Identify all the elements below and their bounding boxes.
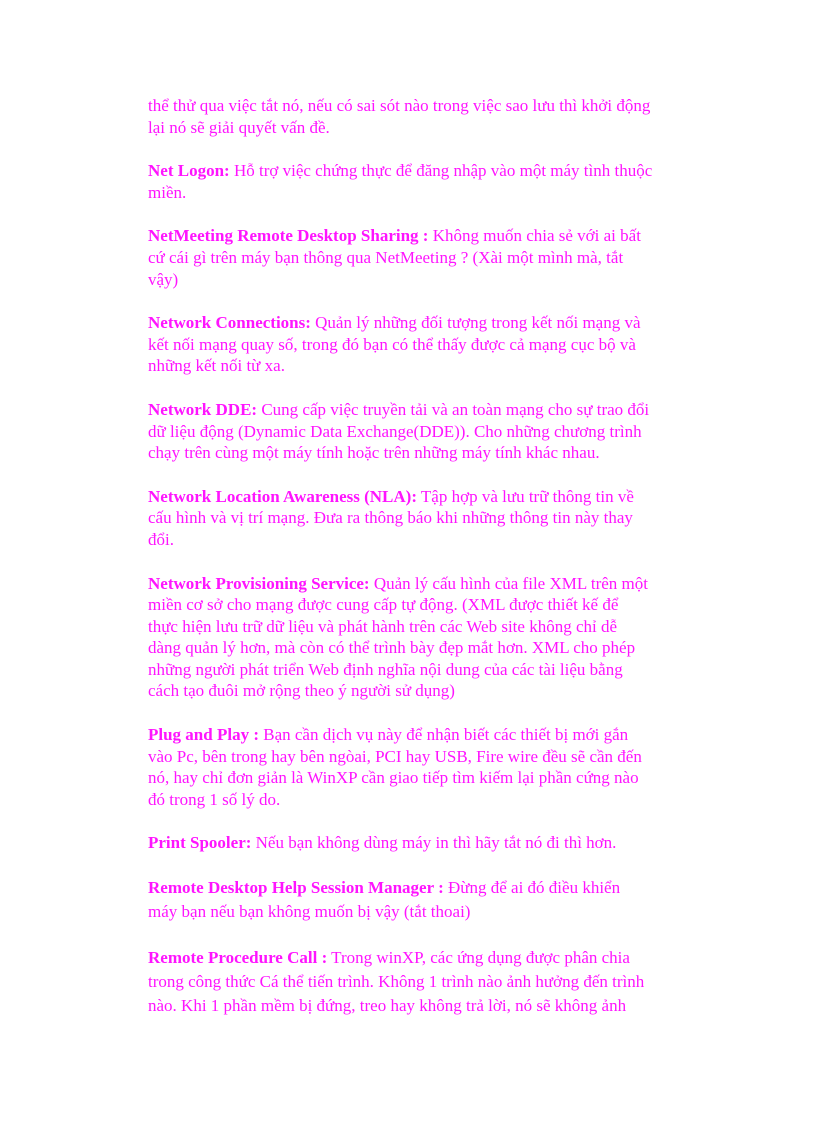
text-line: lại nó sẽ giải quyết vấn đề. xyxy=(148,117,330,137)
text-line: vào Pc, bên trong hay bên ngòai, PCI hay USB, Fire wire đều sẽ cần đến xyxy=(148,746,642,766)
term-heading: NetMeeting Remote Desktop Sharing : xyxy=(148,226,429,246)
text-line: miền cơ sở cho mạng được cung cấp tự động. (XML được thiết kế để xyxy=(148,595,619,615)
text-line: những người phát triển Web định nghĩa nội dung của các tài liệu bằng xyxy=(148,659,623,679)
text-line: Đừng để ai đó điều khiển xyxy=(443,878,621,898)
paragraph-intro xyxy=(148,95,678,138)
text-line: miền. xyxy=(148,182,187,202)
text-line: nó, hay chỉ đơn giản là WinXP cần giao tiếp tìm kiếm lại phần cứng nào xyxy=(148,768,639,788)
text-line: Tập hợp và lưu trữ thông tin về xyxy=(416,486,634,506)
text-line: thực hiện lưu trữ dữ liệu và phát hành trên các Web site không chỉ dễ xyxy=(148,616,618,636)
term-heading: Network Location Awareness (NLA): xyxy=(148,486,417,506)
text-line: Cung cấp việc truyền tải và an toàn mạng cho sự trao đổi xyxy=(257,399,650,419)
text-line: máy bạn nếu bạn không muốn bị vậy (tắt thoai) xyxy=(148,902,471,922)
term-heading: Remote Procedure Call : xyxy=(148,948,328,968)
text-line: dữ liệu động (Dynamic Data Exchange(DDE)). Cho những chương trình xyxy=(148,421,642,441)
text-line: Quản lý cấu hình của file XML trên một xyxy=(369,573,648,593)
term-heading: Remote Desktop Help Session Manager : xyxy=(148,878,444,898)
term-heading: Network Connections: xyxy=(148,313,311,333)
text-line: cấu hình và vị trí mạng. Đưa ra thông báo khi những thông tin này thay xyxy=(148,508,633,528)
text-line: kết nối mạng quay số, trong đó bạn có thể thấy được cả mạng cục bộ và xyxy=(148,334,636,354)
text-line: trong công thức Cá thể tiến trình. Không 1 trình nào ảnh hưởng đến trình xyxy=(148,972,645,992)
term-heading: Print Spooler: xyxy=(148,833,252,853)
paragraph-print-spooler xyxy=(148,832,678,854)
paragraph-net-logon xyxy=(148,160,678,203)
text-line: cách tạo đuôi mở rộng theo ý người sử dụng) xyxy=(148,681,455,701)
text-line: đó trong 1 số lý do. xyxy=(148,789,281,809)
text-line: chạy trên cùng một máy tính hoặc trên những máy tính khác nhau. xyxy=(148,443,600,463)
paragraph-remote-desktop-help xyxy=(148,876,678,924)
term-heading: Net Logon: xyxy=(148,161,230,181)
document-page xyxy=(148,95,678,1040)
paragraph-nla xyxy=(148,486,678,551)
text-line: cứ cái gì trên máy bạn thông qua NetMeeting ? (Xài một mình mà, tắt xyxy=(148,247,624,267)
text-line: Không muốn chia sẻ với ai bất xyxy=(428,226,641,246)
text-line: nào. Khi 1 phần mềm bị đứng, treo hay không trả lời, nó sẽ không ảnh xyxy=(148,996,627,1016)
text-line: thể thử qua việc tắt nó, nếu có sai sót nào trong việc sao lưu thì khởi động xyxy=(148,96,651,115)
paragraph-plug-and-play xyxy=(148,724,678,810)
term-heading: Network DDE: xyxy=(148,399,258,419)
text-line: dàng quản lý hơn, mà còn có thể trình bày đẹp mắt hơn. XML cho phép xyxy=(148,638,636,658)
text-line: Trong winXP, các ứng dụng được phân chia xyxy=(327,948,630,968)
text-line: Quản lý những đối tượng trong kết nối mạng và xyxy=(310,313,641,333)
text-line: Bạn cần dịch vụ này để nhận biết các thiết bị mới gắn xyxy=(259,725,629,745)
paragraph-netmeeting xyxy=(148,225,678,290)
paragraph-network-dde xyxy=(148,399,678,464)
text-line: những kết nối từ xa. xyxy=(148,356,285,376)
term-heading: Network Provisioning Service: xyxy=(148,573,370,593)
text-line: Nếu bạn không dùng máy in thì hãy tắt nó đi thì hơn. xyxy=(251,833,617,853)
text-line: vậy) xyxy=(148,269,179,289)
term-heading: Plug and Play : xyxy=(148,725,259,745)
paragraph-remote-procedure-call xyxy=(148,946,678,1018)
paragraph-network-connections xyxy=(148,312,678,377)
paragraph-network-provisioning xyxy=(148,573,678,703)
text-line: đổi. xyxy=(148,529,174,549)
text-line: Hỗ trợ việc chứng thực để đăng nhập vào một máy tình thuộc xyxy=(229,161,653,181)
